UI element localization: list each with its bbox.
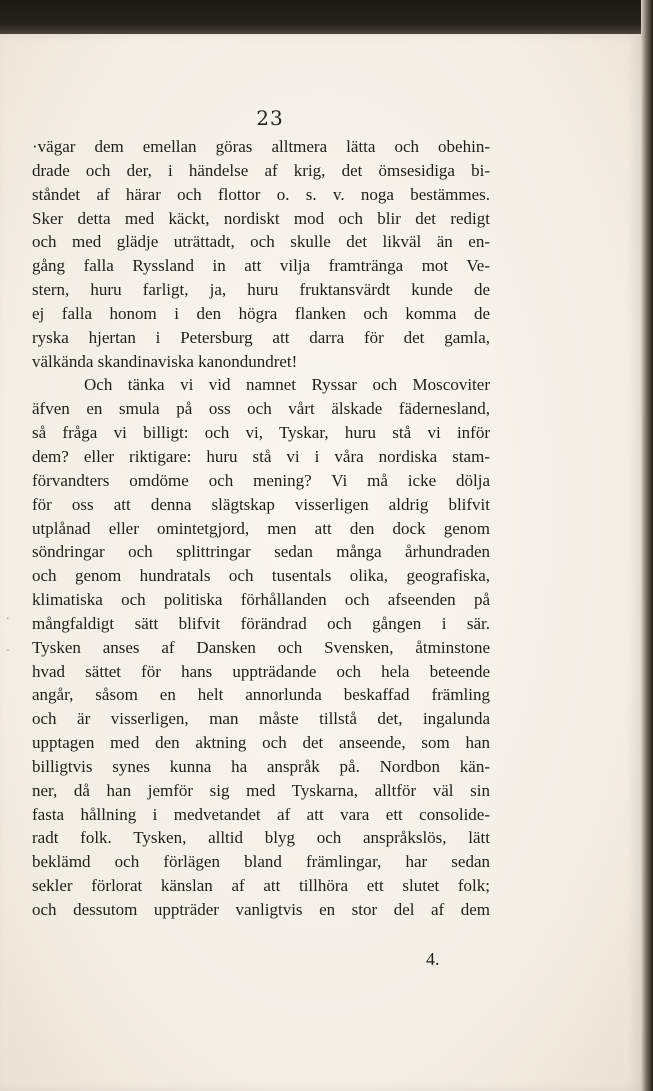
text-line: upptagen med den aktning och det anseende, som han: [32, 733, 490, 753]
text-line: gång falla Ryssland in att vilja framtränga mot Ve-: [32, 256, 490, 276]
text-line: äfven en smula på oss och vårt älskade fädernesland,: [32, 399, 490, 419]
text-line: ryska hjertan i Petersburg att darra för det gamla,: [32, 327, 490, 347]
text-line: drade och der, i händelse af krig, det ömsesidiga bi-: [32, 160, 490, 180]
text-line: Och tänka vi vid namnet Ryssar och Moscoviter: [84, 375, 490, 395]
text-line: och är visserligen, man måste tillstå det, ingalunda: [32, 709, 490, 729]
book-page: [0, 34, 641, 1091]
text-line: mångfaldigt sätt blifvit förändrad och gången i sär.: [32, 613, 490, 633]
text-line: ståndet af härar och flottor o. s. v. noga bestämmes.: [32, 184, 490, 204]
text-line: Tysken anses af Dansken och Svensken, åtminstone: [32, 637, 490, 657]
text-line: sekler förlorat känslan af att tillhöra ett slutet folk;: [32, 876, 490, 896]
text-line: hvad sättet för hans uppträdande och hela beteende: [32, 661, 490, 681]
text-line: ·vägar dem emellan göras alltmera lätta och obehin-: [32, 137, 490, 156]
body-text: [32, 135, 490, 922]
text-line: utplånad eller omintetgjord, men att den dock genom: [32, 518, 490, 538]
text-line: välkända skandinaviska kanondundret!: [32, 351, 298, 371]
text-line: angår, såsom en helt annorlunda beskaffad främling: [32, 685, 490, 705]
text-line: fasta hållning i medvetandet af att vara ett consolide-: [32, 804, 490, 824]
text-line: stern, huru farligt, ja, huru fruktansvärdt kunde de: [32, 280, 490, 300]
scan-background-top: [0, 0, 653, 34]
text-line: så fråga vi billigt: och vi, Tyskar, huru stå vi inför: [32, 423, 490, 443]
text-line: klimatiska och politiska förhållanden och afseenden på: [32, 590, 490, 610]
text-line: ej falla honom i den högra flanken och komma de: [32, 303, 490, 323]
text-line: för oss att denna slägtskap visserligen aldrig blifvit: [32, 494, 490, 514]
margin-mark: ·: [6, 612, 10, 625]
text-line: dem? eller riktigare: huru stå vi i våra nordiska stam-: [32, 446, 490, 466]
text-line: söndringar och splittringar sedan många århundraden: [32, 542, 490, 562]
text-line: ner, då han jemför sig med Tyskarna, alltför väl sin: [32, 780, 490, 800]
catchword: 4.: [426, 949, 440, 969]
text-line: och genom hundratals och tusentals olika, geografiska,: [32, 566, 490, 586]
text-line: och med glädje uträttadt, och skulle det likväl än en-: [32, 232, 490, 252]
text-line: radt folk. Tysken, alltid blyg och anspråkslös, lätt: [32, 828, 490, 848]
page-number: 23: [256, 106, 284, 130]
scan-background-right: [641, 0, 653, 1091]
text-line: förvandters omdöme och mening? Vi må icke dölja: [32, 470, 490, 490]
text-line: billigtvis synes kunna ha anspråk på. Nordbon kän-: [32, 756, 490, 776]
text-line: och dessutom uppträder vanligtvis en stor del af dem: [32, 900, 490, 919]
margin-mark: -: [6, 643, 10, 656]
text-line: beklämd och förlägen bland främlingar, har sedan: [32, 852, 490, 872]
text-line: Sker detta med käckt, nordiskt mod och blir det redigt: [32, 208, 490, 228]
